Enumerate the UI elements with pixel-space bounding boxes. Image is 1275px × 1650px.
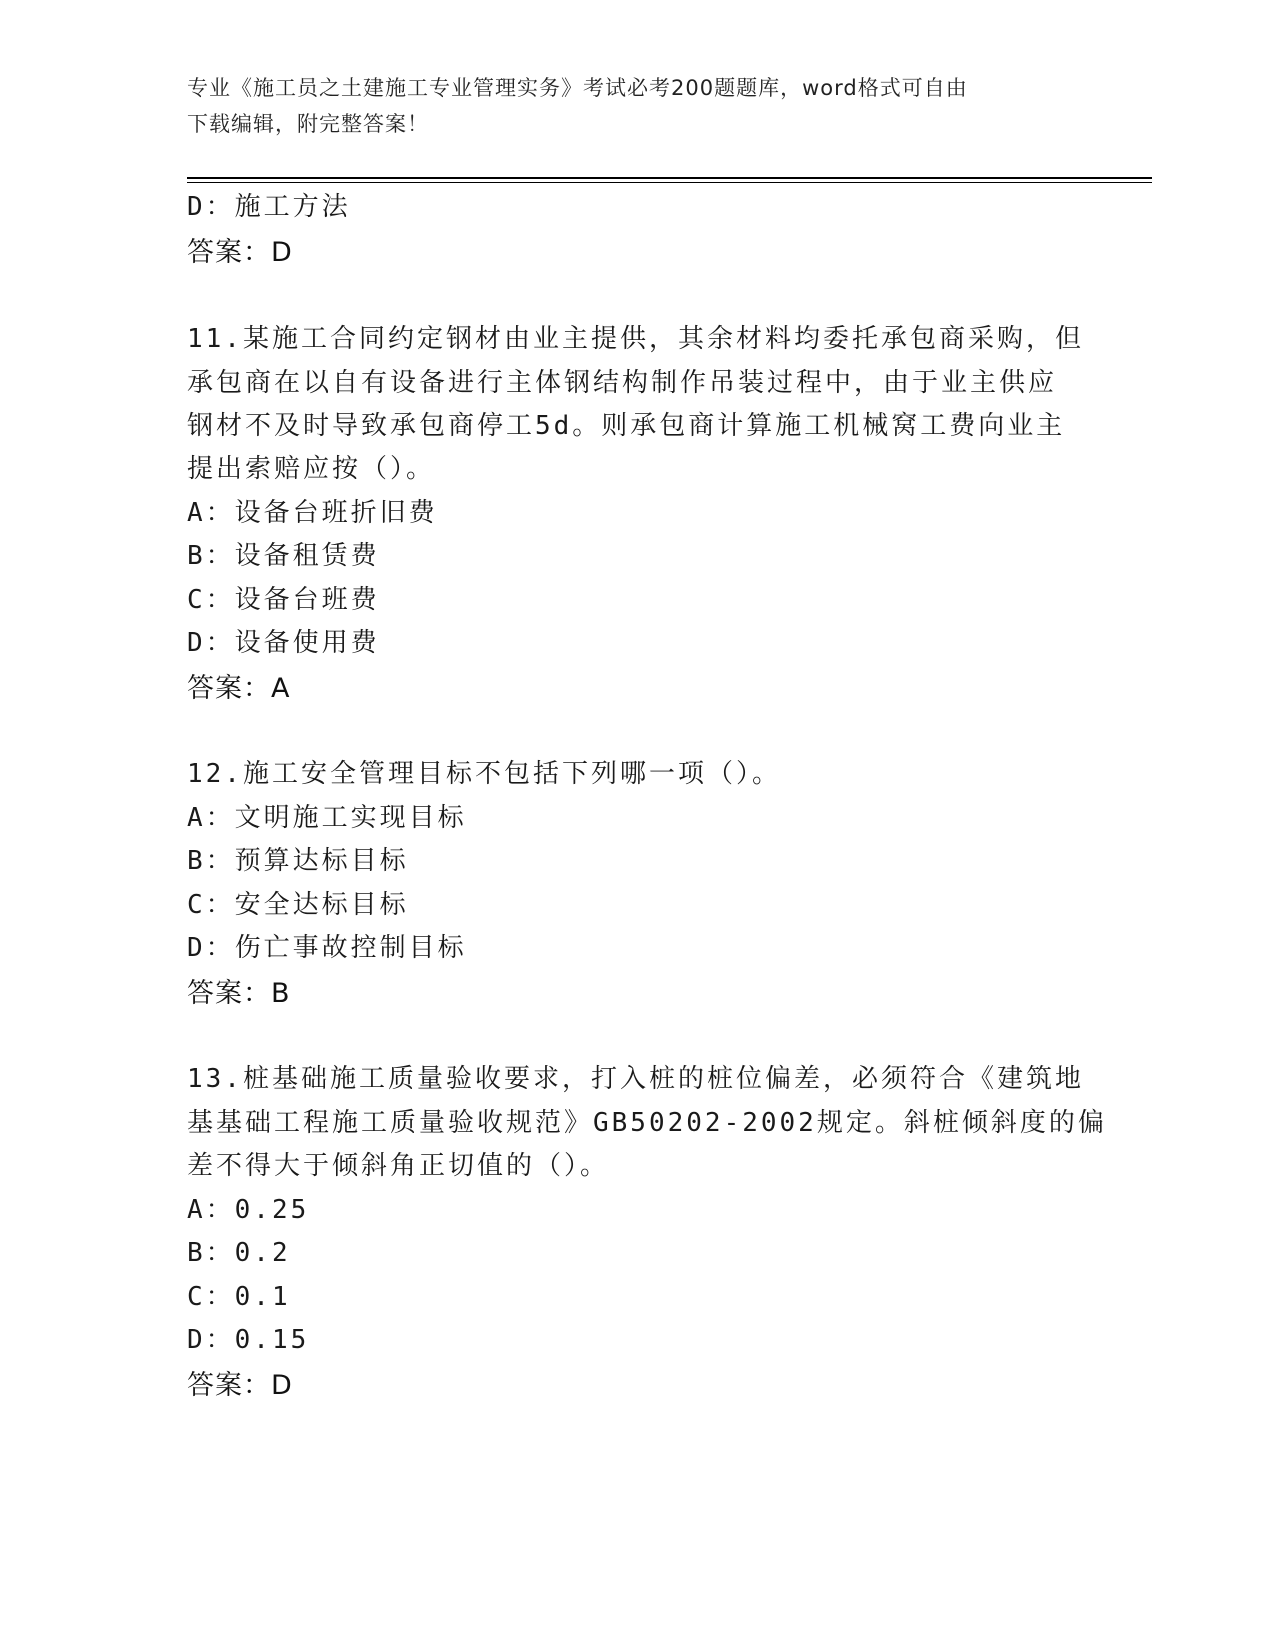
q12-stem-line-1: 12.施工安全管理目标不包括下列哪一项（）。	[187, 759, 781, 789]
q11-stem-line-4: 提出索赔应按（）。	[187, 454, 436, 484]
q11-option-d: D：设备使用费	[187, 628, 380, 658]
q13-stem-line-1: 13.桩基础施工质量验收要求，打入桩的桩位偏差，必须符合《建筑地	[187, 1064, 1084, 1094]
header-rule-thin	[187, 182, 1152, 183]
q13-stem-line-3: 差不得大于倾斜角正切值的（）。	[187, 1151, 610, 1181]
q11-stem-line-1: 11.某施工合同约定钢材由业主提供，其余材料均委托承包商采购，但	[187, 324, 1084, 354]
document-header	[187, 70, 1067, 142]
q13-option-c: C：0.1	[187, 1282, 291, 1312]
q11-option-b: B：设备租赁费	[187, 541, 380, 571]
q12-option-c: C：安全达标目标	[187, 890, 409, 920]
q11-option-a: A：设备台班折旧费	[187, 498, 438, 528]
q12-option-d: D：伤亡事故控制目标	[187, 933, 467, 963]
q12-option-b: B：预算达标目标	[187, 846, 409, 876]
q11-answer: 答案：A	[187, 673, 291, 704]
q11-option-c: C：设备台班费	[187, 585, 380, 615]
q12-answer: 答案：B	[187, 978, 291, 1009]
q12-option-a: A：文明施工实现目标	[187, 803, 467, 833]
prev-answer: 答案：D	[187, 237, 293, 268]
q11-stem-line-2: 承包商在以自有设备进行主体钢结构制作吊装过程中，由于业主供应	[187, 368, 1058, 398]
q13-option-d: D：0.15	[187, 1325, 310, 1355]
header-line-1: 专业《施工员之土建施工专业管理实务》考试必考200题题库，word格式可自由	[187, 76, 968, 100]
q13-answer: 答案：D	[187, 1370, 293, 1401]
q11-stem-line-3: 钢材不及时导致承包商停工5d。则承包商计算施工机械窝工费向业主	[187, 411, 1066, 441]
q13-option-b: B：0.2	[187, 1238, 291, 1268]
q13-stem-line-2: 基基础工程施工质量验收规范》GB50202-2002规定。斜桩倾斜度的偏	[187, 1108, 1107, 1138]
q13-option-a: A：0.25	[187, 1195, 310, 1225]
header-line-2: 下载编辑，附完整答案！	[187, 112, 429, 136]
header-rule-thick	[187, 177, 1152, 179]
prev-option-d: D：施工方法	[187, 192, 351, 222]
